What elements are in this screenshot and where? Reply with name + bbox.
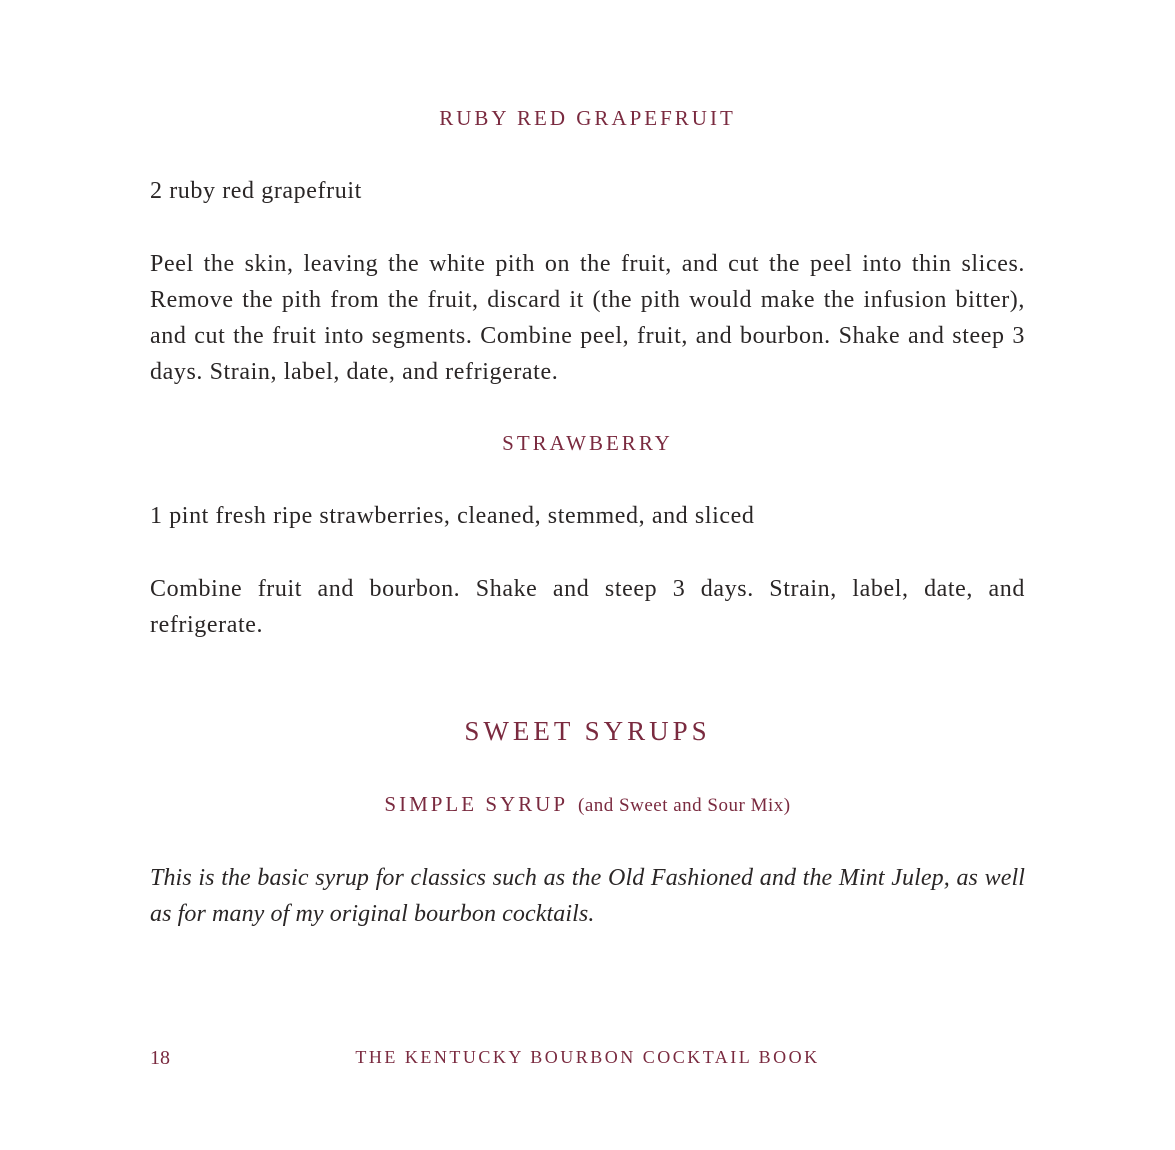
ingredient-strawberry: 1 pint fresh ripe strawberries, cleaned, stemmed, and sliced (150, 503, 755, 529)
heading-simple-syrup (150, 792, 1025, 817)
page-number: 18 (150, 1047, 170, 1069)
instructions-strawberry: Combine fruit and bourbon. Shake and steep 3 days. Strain, label, date, and refrigerate. (150, 576, 1025, 638)
instructions-grapefruit: Peel the skin, leaving the white pith on the fruit, and cut the peel into thin slices. Remove the pith from the fruit, discard it (the pith would make the infusion bitter), and cut the fruit into segments. Combine peel, fruit, and bourbon. Shake and steep 3 days. Strain, label, date, and refrigerate. (150, 251, 1025, 385)
heading-ruby-red-grapefruit: RUBY RED GRAPEFRUIT (439, 106, 736, 130)
running-head: THE KENTUCKY BOURBON COCKTAIL BOOK (355, 1047, 820, 1067)
ingredient-grapefruit: 2 ruby red grapefruit (150, 178, 362, 204)
simple-syrup-subtitle: (and Sweet and Sour Mix) (578, 795, 791, 816)
simple-syrup-intro: This is the basic syrup for classics such as the Old Fashioned and the Mint Julep, as well as for many of my original bourbon cocktails. (150, 865, 1025, 927)
heading-strawberry: STRAWBERRY (502, 431, 673, 455)
simple-syrup-title: SIMPLE SYRUP (384, 792, 569, 816)
heading-sweet-syrups: SWEET SYRUPS (464, 716, 711, 746)
